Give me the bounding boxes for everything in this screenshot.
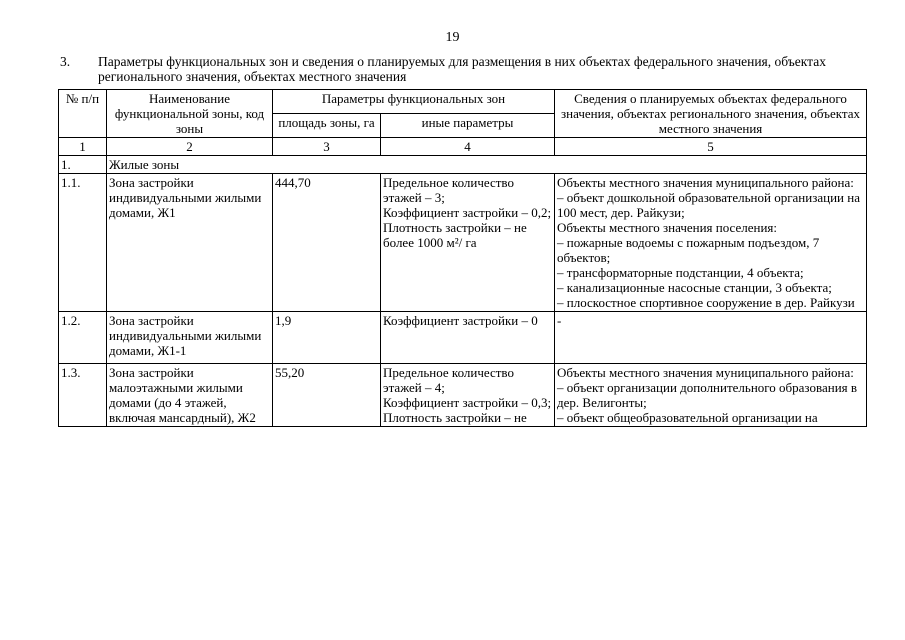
row-params [381, 174, 555, 312]
col-number: 2 [107, 138, 273, 156]
row-zone-name: Зона застройки малоэтажными жилыми домами (до 4 этажей, включая мансардный), Ж2 [107, 364, 273, 427]
object-line: – трансформаторные подстанции, 4 объекта; [557, 265, 804, 280]
row-area: 55,20 [273, 364, 381, 427]
header-row-1 [59, 90, 867, 114]
row-num: 1.3. [59, 364, 107, 427]
zones-table [58, 89, 867, 427]
row-objects [555, 364, 867, 427]
row-num: 1.2. [59, 312, 107, 364]
row-params [381, 364, 555, 427]
table-body [59, 174, 867, 427]
header-params-group: Параметры функциональных зон [273, 90, 555, 114]
object-line: – объект общеобразовательной организации на [557, 410, 818, 425]
col-number: 1 [59, 138, 107, 156]
object-line: Объекты местного значения муниципального района: [557, 175, 854, 190]
object-line: – пожарные водоемы с пожарным подъездом, 7 объектов; [557, 235, 820, 265]
object-line: – канализационные насосные станции, 3 объекта; [557, 280, 832, 295]
header-other-params: иные параметры [381, 114, 555, 138]
param-line: Коэффициент застройки – 0,2; [383, 205, 552, 220]
param-line: Коэффициент застройки – 0,3; [383, 395, 552, 410]
header-objects: Сведения о планируемых объектах федерального значения, объектах регионального значения, объектах местного значения [555, 90, 867, 138]
table-row [59, 364, 867, 427]
col-number: 4 [381, 138, 555, 156]
row-zone-name: Зона застройки индивидуальными жилыми домами, Ж1 [107, 174, 273, 312]
row-objects [555, 174, 867, 312]
row-area: 1,9 [273, 312, 381, 364]
param-line: Предельное количество этажей – 3; [383, 175, 514, 205]
row-objects [555, 312, 867, 364]
page-number: 19 [445, 30, 460, 45]
param-line: Плотность застройки – не более 1000 м²/ га [383, 220, 527, 250]
table-row [59, 312, 867, 364]
object-line: – объект дошкольной образовательной организации на 100 мест, дер. Райкузи; [557, 190, 860, 220]
table-row [59, 174, 867, 312]
object-line: - [557, 313, 562, 328]
group-num: 1. [59, 156, 107, 174]
col-number: 5 [555, 138, 867, 156]
column-number-row [59, 138, 867, 156]
section-title: Параметры функциональных зон и сведения о планируемых для размещения в них объектах федерального значения, объектах регионального значения, объектах местного значения [98, 54, 826, 84]
object-line: – объект организации дополнительного образования в дер. Велигонты; [557, 380, 858, 410]
section-number: 3. [60, 54, 71, 69]
param-line: Плотность застройки – не [383, 410, 527, 425]
param-line: Коэффициент застройки – 0 [383, 313, 538, 328]
header-zone-name: Наименование функциональной зоны, код зоны [107, 90, 273, 138]
object-line: Объекты местного значения муниципального района: [557, 365, 854, 380]
header-num: № п/п [59, 90, 107, 138]
header-area: площадь зоны, га [273, 114, 381, 138]
param-line: Предельное количество этажей – 4; [383, 365, 514, 395]
section-heading [60, 54, 880, 84]
object-line: – плоскостное спортивное сооружение в дер. Райкузи [557, 295, 855, 310]
group-name: Жилые зоны [107, 156, 867, 174]
row-zone-name: Зона застройки индивидуальными жилыми домами, Ж1-1 [107, 312, 273, 364]
row-num: 1.1. [59, 174, 107, 312]
object-line: Объекты местного значения поселения: [557, 220, 778, 235]
row-params [381, 312, 555, 364]
group-row [59, 156, 867, 174]
row-area: 444,70 [273, 174, 381, 312]
col-number: 3 [273, 138, 381, 156]
